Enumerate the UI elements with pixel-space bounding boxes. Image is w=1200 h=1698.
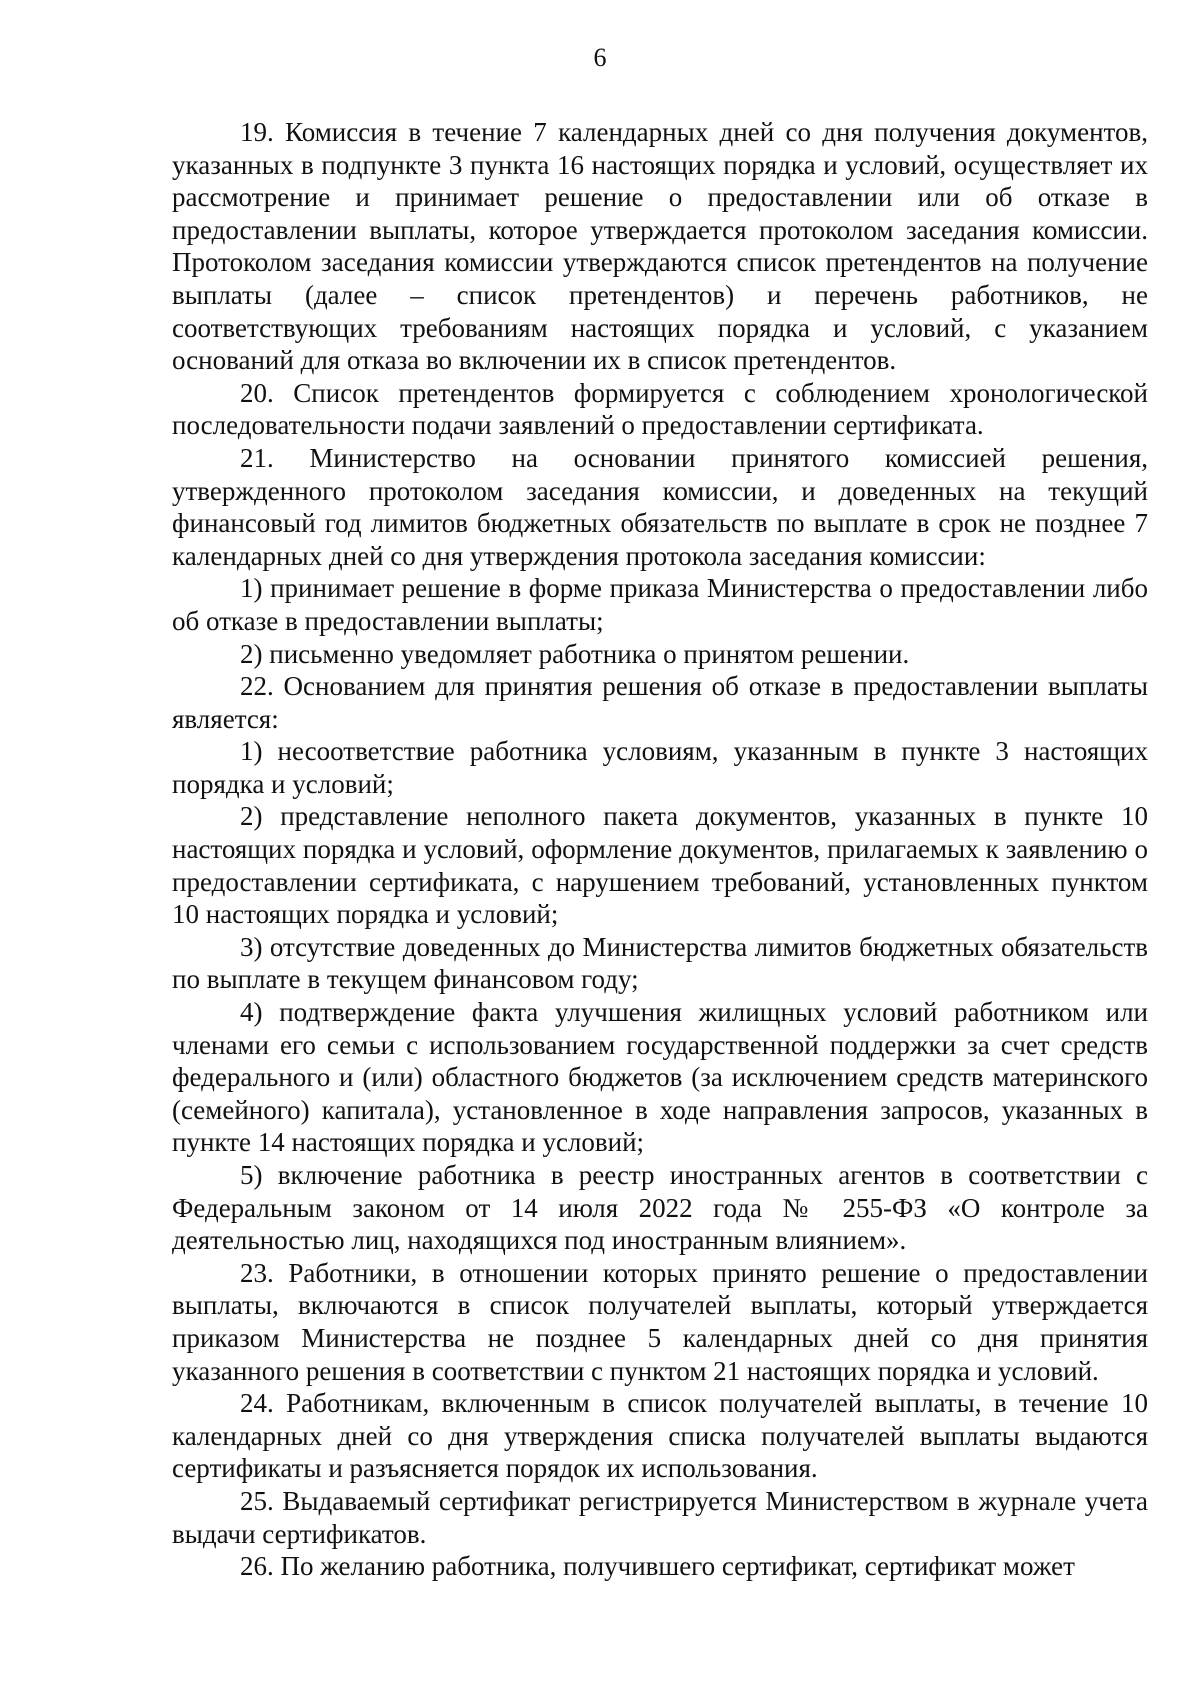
paragraph-23: 23. Работники, в отношении которых принято решение о предоставлении выплаты, включаются в список получателей выплаты, который утверждается приказом Министерства не позднее 5 календарных дней со дня принятия указанного решения в соответствии с пунктом 21 настоящих порядка и условий.: [172, 1257, 1148, 1386]
paragraph-19: 19. Комиссия в течение 7 календарных дней со дня получения документов, указанных в подпункте 3 пункта 16 настоящих порядка и условий, осуществляет их рассмотрение и принимает решение о предоставлении или об отказе в предоставлении выплаты, которое утверждается протоколом заседания комиссии. Протоколом заседания комиссии утверждаются список претендентов на получение выплаты (далее – список претендентов) и перечень работников, не соответствующих требованиям настоящих порядка и условий, с указанием оснований для отказа во включении их в список претендентов.: [172, 117, 1148, 376]
paragraph-26: 26. По желанию работника, получившего сертификат, сертификат может: [240, 1551, 1075, 1582]
paragraph-21-item-2: 2) письменно уведомляет работника о принятом решении.: [240, 638, 910, 669]
paragraph-22: 22. Основанием для принятия решения об отказе в предоставлении выплаты является:: [172, 671, 1148, 734]
paragraph-21-item-1: 1) принимает решение в форме приказа Министерства о предоставлении либо об отказе в предоставлении выплаты;: [172, 573, 1148, 636]
document-body: [172, 116, 1148, 1583]
paragraph-22-item-4: 4) подтверждение факта улучшения жилищных условий работником или членами его семьи с использованием государственной поддержки за счет средств федерального и (или) областного бюджетов (за исключением средств материнского (семейного) капитала), установленное в ходе направления запросов, указанных в пункте 14 настоящих порядка и условий;: [172, 997, 1148, 1158]
paragraph-22-item-3: 3) отсутствие доведенных до Министерства лимитов бюджетных обязательств по выплате в текущем финансовом году;: [172, 931, 1148, 995]
page-number: 6: [593, 43, 607, 72]
paragraph-22-item-5: 5) включение работника в реестр иностранных агентов в соответствии с Федеральным законом от 14 июля 2022 года № 255-ФЗ «О контроле за деятельностью лиц, находящихся под иностранным влиянием».: [172, 1160, 1148, 1256]
paragraph-22-item-2: 2) представление неполного пакета документов, указанных в пункте 10 настоящих порядка и условий, оформление документов, прилагаемых к заявлению о предоставлении сертификата, с нарушением требований, установленных пунктом 10 настоящих порядка и условий;: [172, 801, 1148, 930]
paragraph-24: 24. Работникам, включенным в список получателей выплаты, в течение 10 календарных дней со дня утверждения списка получателей выплаты выдаются сертификаты и разъясняется порядок их использования.: [172, 1388, 1148, 1484]
paragraph-25: 25. Выдаваемый сертификат регистрируется Министерством в журнале учета выдачи сертификатов.: [172, 1485, 1148, 1549]
paragraph-21: 21. Министерство на основании принятого комиссией решения, утвержденного протоколом заседания комиссии, и доведенных на текущий финансовый год лимитов бюджетных обязательств по выплате в срок не позднее 7 календарных дней со дня утверждения протокола заседания комиссии:: [172, 442, 1148, 571]
paragraph-20: 20. Список претендентов формируется с соблюдением хронологической последовательности подачи заявлений о предоставлении сертификата.: [172, 377, 1148, 441]
paragraph-22-item-1: 1) несоответствие работника условиям, указанным в пункте 3 настоящих порядка и условий;: [172, 736, 1148, 799]
